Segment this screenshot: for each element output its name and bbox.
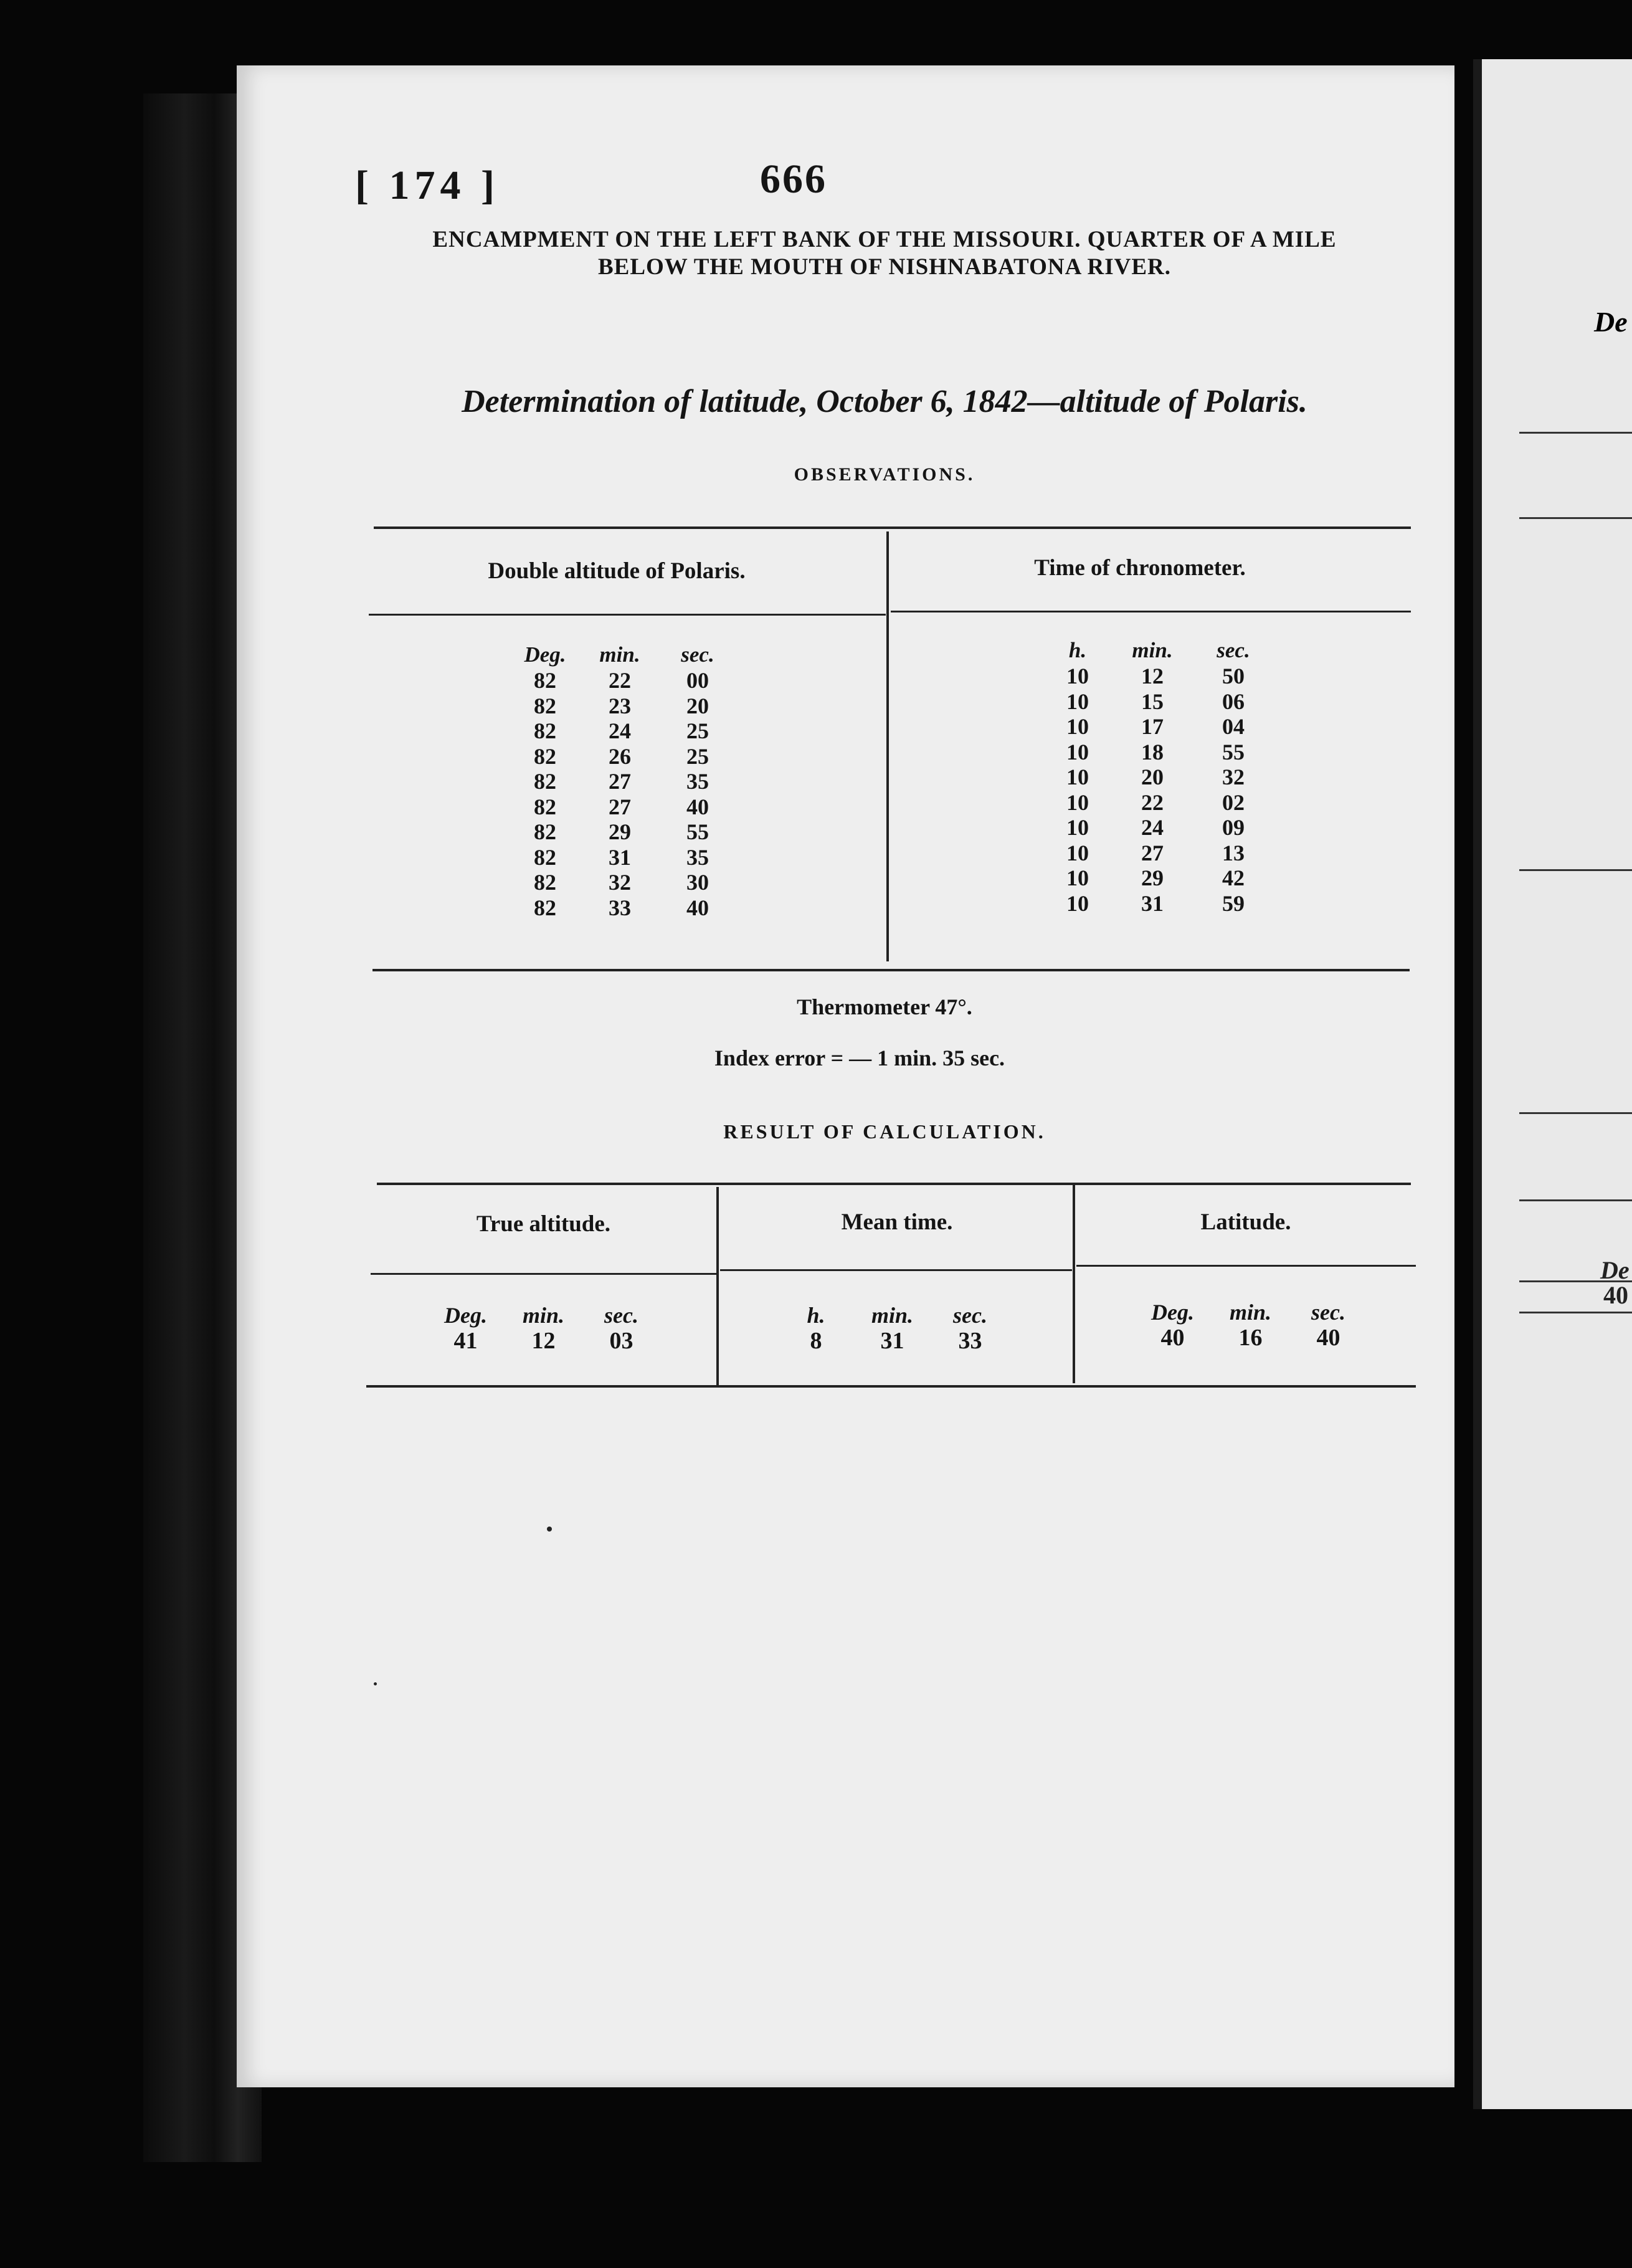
latitude-sec: [1289, 1299, 1367, 1351]
min-label: min.: [522, 1303, 565, 1328]
sec-column: [660, 642, 735, 920]
table-cell: 26: [609, 743, 631, 769]
table-cell: 09: [1222, 815, 1245, 840]
table-cell: 50: [1222, 664, 1245, 688]
deg-label: Deg.: [444, 1303, 487, 1328]
table-cell: 15: [1141, 688, 1164, 714]
table-cell: 29: [1141, 865, 1164, 890]
page-heading: [355, 226, 1414, 281]
deg-column: [511, 642, 579, 920]
bracket-page-number: [ 174 ]: [355, 163, 500, 208]
table-cell: 31: [609, 844, 631, 870]
true-altitude-header: True altitude.: [476, 1211, 611, 1237]
table-cell: 82: [534, 895, 556, 920]
table-cell: 82: [534, 769, 556, 794]
table-cell: 12: [1141, 664, 1164, 688]
page-number: 666: [760, 156, 827, 202]
adjacent-page-fragment: [1473, 59, 1632, 2109]
table-bottom-rule: [372, 969, 1410, 971]
table-cell: 10: [1066, 865, 1089, 890]
header-rule-right: [891, 611, 1411, 612]
adjacent-rule: [1519, 869, 1632, 871]
true-alt-min: [505, 1302, 582, 1354]
table-cell: 40: [686, 895, 709, 920]
table-cell: 27: [609, 769, 631, 794]
table-cell: 24: [609, 718, 631, 743]
table-cell: 29: [609, 819, 631, 844]
chrono-min-column: [1109, 637, 1196, 916]
table-cell: 04: [1222, 714, 1245, 739]
table-cell: 32: [1222, 765, 1245, 789]
result-header-rule-3: [1076, 1265, 1416, 1267]
left-column-header: Double altitude of Polaris.: [488, 558, 746, 584]
table-cell: 25: [686, 718, 709, 743]
table-cell: 10: [1066, 688, 1089, 714]
table-cell: 18: [1141, 739, 1164, 765]
double-altitude-data: [511, 642, 735, 920]
index-error: Index error = — 1 min. 35 sec.: [714, 1046, 1005, 1070]
adjacent-rule: [1519, 1112, 1632, 1114]
table-cell: 10: [1066, 714, 1089, 739]
result-header-rule-2: [720, 1269, 1072, 1271]
table-cell: 59: [1222, 890, 1245, 916]
table-cell: 10: [1066, 815, 1089, 840]
table-cell: 25: [686, 743, 709, 769]
adjacent-title-fragment: De: [1594, 306, 1628, 338]
mean-time-header: Mean time.: [841, 1209, 953, 1235]
mean-time-hour: [779, 1302, 853, 1354]
table-cell: 35: [686, 844, 709, 870]
table-cell: 10: [1066, 840, 1089, 865]
table-cell: 27: [609, 794, 631, 819]
value-cell: 16: [1238, 1325, 1263, 1351]
table-cell: 23: [609, 693, 631, 718]
table-cell: 32: [609, 870, 631, 895]
chrono-sec-label: sec.: [1217, 638, 1250, 662]
right-column-header: Time of chronometer.: [1034, 555, 1246, 581]
true-alt-deg: [427, 1302, 505, 1354]
result-bottom-rule: [366, 1385, 1416, 1388]
table-cell: 00: [686, 668, 709, 693]
value-cell: 31: [880, 1328, 904, 1354]
min-column: [579, 642, 660, 920]
result-divider-1: [716, 1187, 719, 1385]
table-cell: 82: [534, 819, 556, 844]
table-cell: 10: [1066, 739, 1089, 765]
latitude-values: [1134, 1299, 1367, 1351]
min-label: min.: [871, 1303, 914, 1328]
hour-column: [1046, 637, 1109, 916]
adjacent-rule: [1519, 1312, 1632, 1313]
deg-label: Deg.: [1151, 1300, 1194, 1325]
value-cell: 40: [1316, 1325, 1340, 1351]
table-cell: 82: [534, 718, 556, 743]
table-cell: 13: [1222, 840, 1245, 865]
latitude-header: Latitude.: [1200, 1209, 1291, 1235]
mean-time-sec: [931, 1302, 1009, 1354]
sec-label: sec.: [681, 642, 714, 667]
value-cell: 33: [958, 1328, 982, 1354]
value-cell: 03: [609, 1328, 633, 1354]
observations-label: OBSERVATIONS.: [794, 464, 975, 485]
chrono-sec-column: [1196, 637, 1271, 916]
table-cell: 24: [1141, 815, 1164, 840]
table-cell: 31: [1141, 890, 1164, 916]
result-label: RESULT OF CALCULATION.: [723, 1120, 1046, 1143]
table-cell: 35: [686, 769, 709, 794]
min-label: min.: [599, 642, 640, 667]
table-cell: 42: [1222, 865, 1245, 890]
adjacent-rule: [1519, 432, 1632, 434]
table-cell: 82: [534, 870, 556, 895]
adjacent-value-fragment: 40: [1603, 1281, 1628, 1309]
value-cell: 41: [453, 1328, 478, 1354]
value-cell: 8: [810, 1328, 822, 1354]
table-cell: 10: [1066, 890, 1089, 916]
value-cell: 40: [1160, 1325, 1185, 1351]
result-divider-2: [1073, 1184, 1075, 1383]
table-cell: 10: [1066, 765, 1089, 789]
table-cell: 82: [534, 844, 556, 870]
table-cell: 82: [534, 668, 556, 693]
deg-label: Deg.: [524, 642, 566, 667]
sec-label: sec.: [1311, 1300, 1345, 1325]
sec-label: sec.: [604, 1303, 638, 1328]
hour-label: h.: [1068, 638, 1087, 662]
adjacent-rule: [1519, 517, 1632, 519]
mean-time-min: [853, 1302, 931, 1354]
table-cell: 82: [534, 794, 556, 819]
ink-speck: [547, 1527, 552, 1532]
result-header-rule-1: [371, 1273, 716, 1275]
table-cell: 10: [1066, 789, 1089, 815]
table-cell: 17: [1141, 714, 1164, 739]
result-top-rule: [377, 1183, 1411, 1185]
table-cell: 33: [609, 895, 631, 920]
chrono-min-label: min.: [1132, 638, 1173, 662]
table-cell: 06: [1222, 688, 1245, 714]
table-cell: 22: [609, 668, 631, 693]
table-divider: [886, 531, 889, 961]
heading-line-2: BELOW THE MOUTH OF NISHNABATONA RIVER.: [597, 254, 1171, 280]
document-page: [237, 65, 1454, 2087]
heading-line-1: ENCAMPMENT ON THE LEFT BANK OF THE MISSOURI. QUARTER OF A MILE: [432, 227, 1337, 252]
adjacent-deg-fragment: De: [1600, 1256, 1630, 1284]
table-top-rule: [374, 526, 1411, 529]
ink-speck: [374, 1682, 377, 1685]
chronometer-data: [1046, 637, 1271, 916]
mean-time-values: [779, 1302, 1009, 1354]
table-cell: 55: [686, 819, 709, 844]
hour-label: h.: [807, 1303, 825, 1328]
table-cell: 20: [686, 693, 709, 718]
table-cell: 55: [1222, 739, 1245, 765]
thermometer-reading: Thermometer 47°.: [797, 994, 972, 1019]
value-cell: 12: [531, 1328, 556, 1354]
sec-label: sec.: [953, 1303, 987, 1328]
table-cell: 22: [1141, 789, 1164, 815]
min-label: min.: [1229, 1300, 1272, 1325]
table-cell: 10: [1066, 664, 1089, 688]
table-cell: 30: [686, 870, 709, 895]
true-altitude-values: [427, 1302, 660, 1354]
latitude-min: [1212, 1299, 1289, 1351]
page-subtitle: Determination of latitude, October 6, 1842—altitude of Polaris.: [462, 384, 1307, 419]
table-cell: 82: [534, 693, 556, 718]
table-cell: 27: [1141, 840, 1164, 865]
table-cell: 40: [686, 794, 709, 819]
true-alt-sec: [582, 1302, 660, 1354]
table-cell: 20: [1141, 765, 1164, 789]
table-cell: 02: [1222, 789, 1245, 815]
latitude-deg: [1134, 1299, 1212, 1351]
adjacent-rule: [1519, 1199, 1632, 1201]
table-cell: 82: [534, 743, 556, 769]
header-rule-left: [369, 614, 886, 616]
